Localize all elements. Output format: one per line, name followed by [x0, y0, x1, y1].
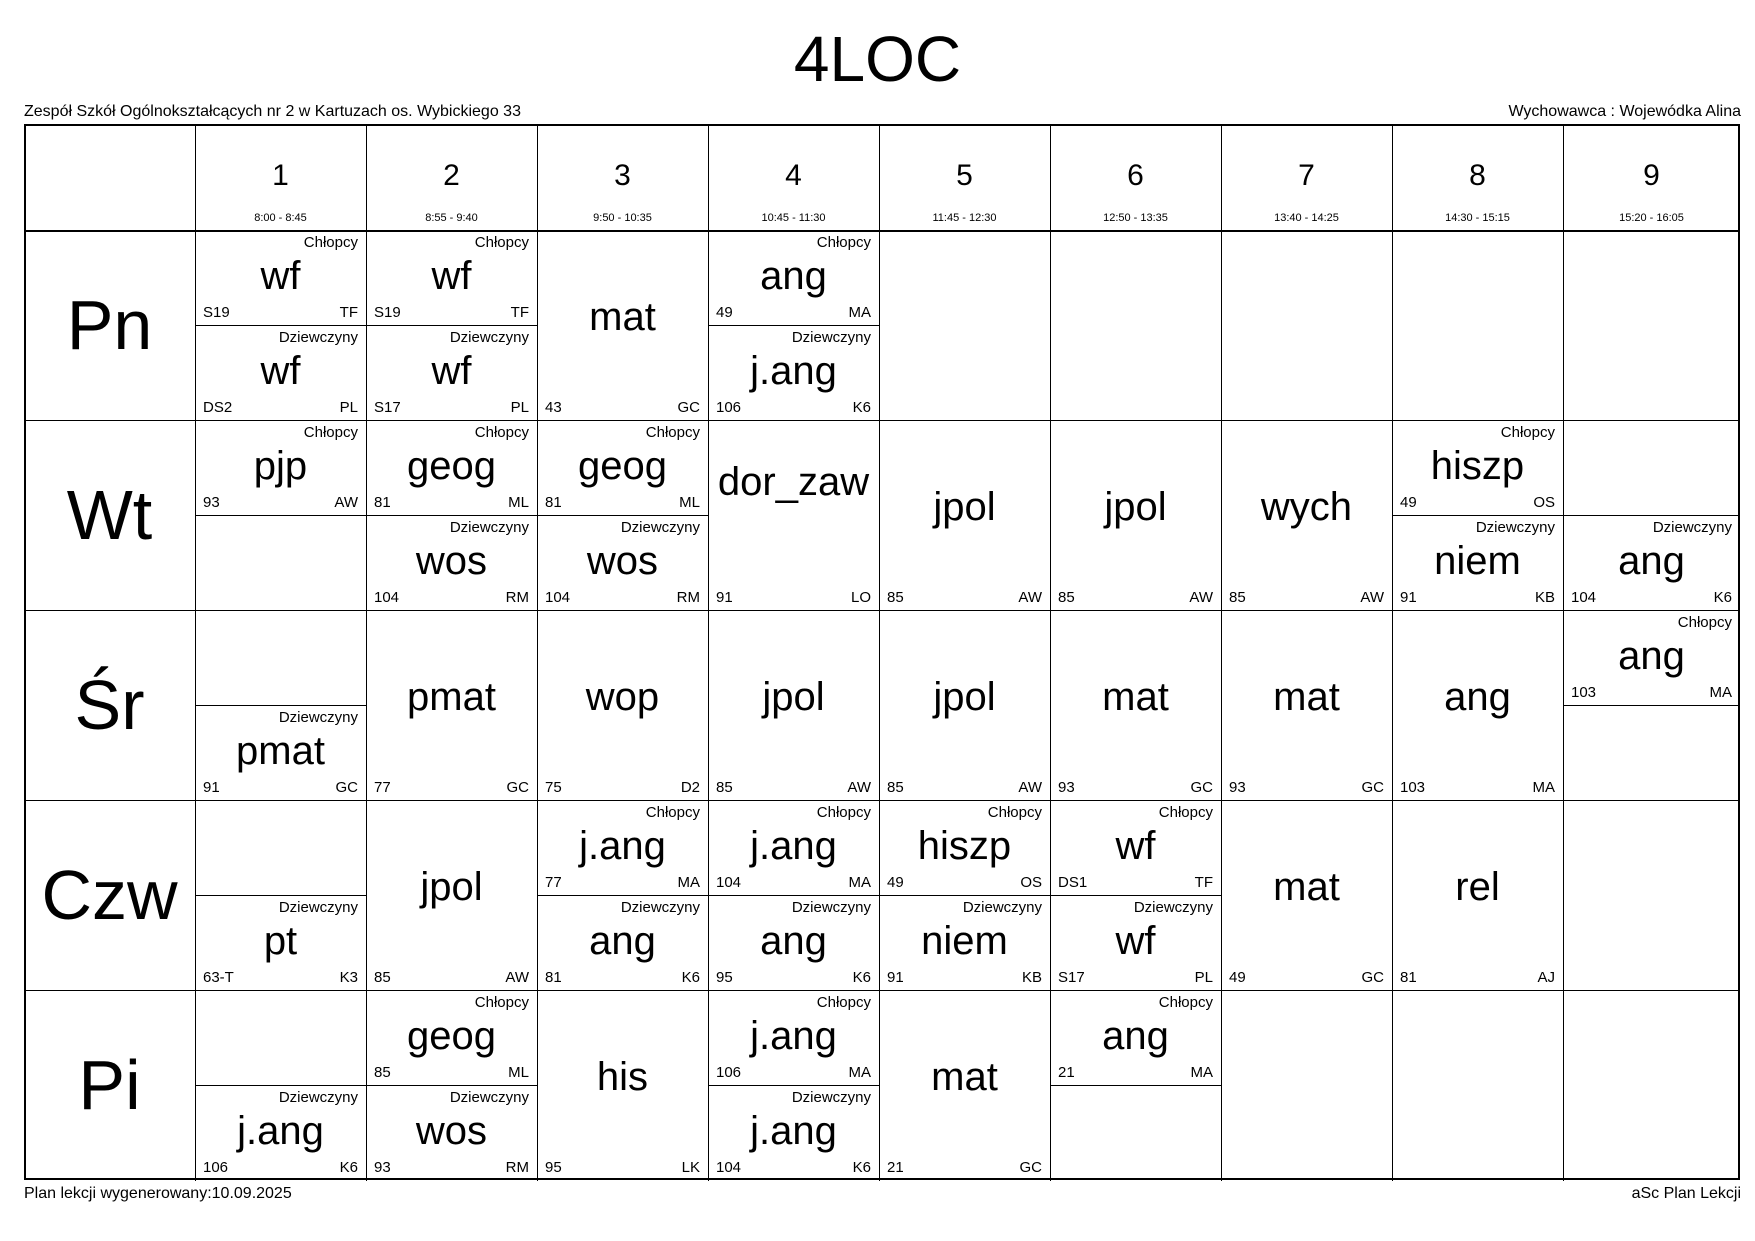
- lesson-teacher: RM: [676, 589, 700, 606]
- generated-date: Plan lekcji wygenerowany:10.09.2025: [24, 1185, 292, 1202]
- school-name: Zespół Szkół Ogólnokształcących nr 2 w Kartuzach os. Wybickiego 33: [24, 103, 521, 120]
- lesson-subject: wf: [1115, 919, 1156, 963]
- lesson-teacher: GC: [677, 399, 700, 416]
- lesson-teacher: PL: [510, 399, 529, 416]
- lesson-teacher: PL: [1194, 969, 1213, 986]
- lesson-room: 81: [545, 494, 562, 511]
- period-time: 8:55 - 9:40: [425, 212, 478, 224]
- lesson-room: 91: [716, 589, 733, 606]
- lesson-cell: [1050, 895, 1221, 990]
- lesson-subject: rel: [1455, 865, 1500, 909]
- lesson-room: 95: [545, 1159, 562, 1176]
- lesson-cell: [195, 230, 366, 325]
- lesson-subject: ang: [1102, 1014, 1169, 1058]
- lesson-subject: mat: [1273, 865, 1340, 909]
- period-number: 9: [1643, 159, 1660, 192]
- lesson-room: 21: [887, 1159, 904, 1176]
- lesson-teacher: K3: [339, 969, 358, 986]
- lesson-teacher: AW: [1360, 589, 1384, 606]
- lesson-cell: [1392, 610, 1563, 800]
- lesson-group: Chłopcy: [1500, 424, 1555, 441]
- lesson-teacher: ML: [679, 494, 700, 511]
- lesson-teacher: AW: [1018, 779, 1042, 796]
- lesson-cell: [366, 1085, 537, 1180]
- lesson-room: S19: [203, 304, 230, 321]
- lesson-group: Chłopcy: [816, 994, 871, 1011]
- lesson-subject: j.ang: [579, 824, 666, 868]
- lesson-teacher: K6: [852, 399, 871, 416]
- period-time: 11:45 - 12:30: [932, 212, 997, 224]
- lesson-room: 93: [203, 494, 220, 511]
- lesson-cell: [708, 325, 879, 420]
- lesson-subject: j.ang: [750, 349, 837, 393]
- lesson-group: Chłopcy: [1158, 804, 1213, 821]
- lesson-cell: [537, 610, 708, 800]
- period-time: 13:40 - 14:25: [1274, 212, 1339, 224]
- lesson-group: Dziewczyny: [791, 899, 871, 916]
- lesson-room: 91: [203, 779, 220, 796]
- lesson-group: Dziewczyny: [1133, 899, 1213, 916]
- lesson-room: 49: [716, 304, 733, 321]
- lesson-room: 77: [545, 874, 562, 891]
- lesson-subject: j.ang: [750, 1109, 837, 1153]
- lesson-teacher: PL: [339, 399, 358, 416]
- period-number: 6: [1127, 159, 1144, 192]
- period-number: 2: [443, 159, 460, 192]
- lesson-group: Dziewczyny: [449, 1089, 529, 1106]
- lesson-teacher: K6: [852, 1159, 871, 1176]
- lesson-room: 77: [374, 779, 391, 796]
- homeroom-teacher: Wychowawca : Wojewódka Alina: [1508, 103, 1741, 120]
- lesson-teacher: TF: [339, 304, 358, 321]
- lesson-cell: [879, 610, 1050, 800]
- lesson-teacher: LK: [681, 1159, 700, 1176]
- lesson-cell: [366, 515, 537, 610]
- lesson-cell: [537, 895, 708, 990]
- lesson-cell: [1392, 420, 1563, 515]
- lesson-teacher: MA: [848, 874, 871, 891]
- lesson-teacher: AW: [847, 779, 871, 796]
- lesson-subject: ang: [589, 919, 656, 963]
- lesson-subject: hiszp: [917, 824, 1012, 868]
- lesson-subject: mat: [931, 1055, 998, 1099]
- software-credit: aSc Plan Lekcji: [1631, 1185, 1741, 1202]
- lesson-group: Chłopcy: [816, 804, 871, 821]
- lesson-subject: jpol: [933, 675, 996, 719]
- period-time: 14:30 - 15:15: [1445, 212, 1510, 224]
- lesson-teacher: GC: [1190, 779, 1213, 796]
- lesson-room: 85: [374, 1064, 391, 1081]
- lesson-room: 85: [887, 779, 904, 796]
- lesson-teacher: K6: [681, 969, 700, 986]
- lesson-cell: [1392, 800, 1563, 990]
- lesson-cell: [1050, 420, 1221, 610]
- lesson-subject: jpol: [420, 865, 483, 909]
- lesson-subject: geog: [578, 444, 667, 488]
- lesson-group: Chłopcy: [474, 234, 529, 251]
- lesson-group: Dziewczyny: [620, 519, 700, 536]
- lesson-cell: [708, 1085, 879, 1180]
- lesson-group: Chłopcy: [645, 424, 700, 441]
- day-label: Czw: [41, 856, 178, 934]
- lesson-cell: [879, 800, 1050, 895]
- lesson-group: Dziewczyny: [449, 519, 529, 536]
- lesson-group: Chłopcy: [987, 804, 1042, 821]
- lesson-teacher: OS: [1020, 874, 1042, 891]
- lesson-teacher: GC: [1361, 779, 1384, 796]
- lesson-cell: [708, 800, 879, 895]
- lesson-teacher: D2: [680, 779, 700, 796]
- lesson-group: Dziewczyny: [449, 329, 529, 346]
- lesson-cell: [708, 895, 879, 990]
- lesson-group: Chłopcy: [816, 234, 871, 251]
- cell-split-line: [195, 515, 366, 516]
- lesson-room: 81: [1400, 969, 1417, 986]
- lesson-subject: niem: [1434, 539, 1521, 583]
- lesson-cell: [366, 230, 537, 325]
- day-label: Pi: [78, 1046, 141, 1124]
- period-number: 3: [614, 159, 631, 192]
- lesson-subject: j.ang: [750, 824, 837, 868]
- lesson-subject: j.ang: [750, 1014, 837, 1058]
- lesson-group: Dziewczyny: [620, 899, 700, 916]
- period-number: 1: [272, 159, 289, 192]
- lesson-room: 63-T: [203, 969, 234, 986]
- lesson-cell: [1050, 800, 1221, 895]
- lesson-group: Dziewczyny: [1475, 519, 1555, 536]
- lesson-subject: wf: [260, 254, 301, 298]
- lesson-room: 21: [1058, 1064, 1075, 1081]
- lesson-room: S17: [1058, 969, 1085, 986]
- lesson-cell: [195, 705, 366, 800]
- lesson-group: Dziewczyny: [278, 709, 358, 726]
- lesson-room: 85: [374, 969, 391, 986]
- lesson-cell: [195, 325, 366, 420]
- lesson-room: 85: [716, 779, 733, 796]
- lesson-subject: mat: [1273, 675, 1340, 719]
- lesson-subject: pmat: [407, 675, 496, 719]
- lesson-room: 104: [716, 874, 742, 891]
- lesson-subject: ang: [1618, 539, 1685, 583]
- lesson-subject: geog: [407, 444, 496, 488]
- lesson-room: 106: [716, 1064, 742, 1081]
- lesson-group: Chłopcy: [1677, 614, 1732, 631]
- period-number: 7: [1298, 159, 1315, 192]
- lesson-group: Chłopcy: [474, 994, 529, 1011]
- lesson-room: 43: [545, 399, 562, 416]
- lesson-cell: [879, 420, 1050, 610]
- lesson-teacher: AJ: [1537, 969, 1555, 986]
- lesson-subject: wf: [1115, 824, 1156, 868]
- period-number: 4: [785, 159, 802, 192]
- lesson-room: 95: [716, 969, 733, 986]
- lesson-teacher: RM: [505, 589, 529, 606]
- lesson-teacher: MA: [1709, 684, 1732, 701]
- lesson-teacher: TF: [510, 304, 529, 321]
- lesson-group: Dziewczyny: [278, 1089, 358, 1106]
- lesson-group: Dziewczyny: [1652, 519, 1732, 536]
- period-number: 5: [956, 159, 973, 192]
- lesson-room: DS2: [203, 399, 233, 416]
- lesson-subject: ang: [760, 254, 827, 298]
- lesson-cell: [195, 895, 366, 990]
- lesson-room: 104: [374, 589, 400, 606]
- day-label: Pn: [66, 286, 153, 364]
- period-time: 10:45 - 11:30: [761, 212, 826, 224]
- lesson-room: 93: [1229, 779, 1246, 796]
- lesson-cell: [879, 990, 1050, 1180]
- lesson-subject: ang: [1444, 675, 1511, 719]
- lesson-teacher: ML: [508, 1064, 529, 1081]
- lesson-cell: [1392, 515, 1563, 610]
- lesson-subject: ang: [760, 919, 827, 963]
- day-label: Wt: [66, 476, 153, 554]
- period-time: 9:50 - 10:35: [593, 212, 652, 224]
- lesson-room: 93: [374, 1159, 391, 1176]
- lesson-subject: dor_zaw: [717, 460, 870, 504]
- lesson-subject: wych: [1260, 485, 1353, 529]
- lesson-subject: jpol: [933, 485, 996, 529]
- lesson-cell: [537, 420, 708, 515]
- lesson-room: S17: [374, 399, 401, 416]
- lesson-subject: wf: [431, 349, 472, 393]
- lesson-teacher: MA: [1190, 1064, 1213, 1081]
- lesson-group: Dziewczyny: [278, 329, 358, 346]
- lesson-subject: wop: [585, 675, 660, 719]
- lesson-teacher: K6: [339, 1159, 358, 1176]
- lesson-cell: [195, 420, 366, 515]
- lesson-group: Chłopcy: [645, 804, 700, 821]
- lesson-cell: [1221, 610, 1392, 800]
- lesson-cell: [1563, 515, 1740, 610]
- lesson-room: 49: [887, 874, 904, 891]
- lesson-cell: [1221, 800, 1392, 990]
- lesson-teacher: MA: [848, 1064, 871, 1081]
- lesson-cell: [879, 895, 1050, 990]
- lesson-group: Chłopcy: [303, 424, 358, 441]
- lesson-room: S19: [374, 304, 401, 321]
- lesson-room: 49: [1229, 969, 1246, 986]
- lesson-room: 81: [374, 494, 391, 511]
- lesson-group: Dziewczyny: [791, 329, 871, 346]
- lesson-teacher: AW: [334, 494, 358, 511]
- lesson-room: 81: [545, 969, 562, 986]
- lesson-cell: [708, 610, 879, 800]
- lesson-subject: pmat: [236, 729, 325, 773]
- lesson-subject: mat: [589, 295, 656, 339]
- lesson-teacher: MA: [677, 874, 700, 891]
- lesson-subject: mat: [1102, 675, 1169, 719]
- lesson-room: 75: [545, 779, 562, 796]
- lesson-teacher: AW: [1018, 589, 1042, 606]
- lesson-subject: wos: [415, 539, 488, 583]
- lesson-room: 49: [1400, 494, 1417, 511]
- lesson-room: 104: [716, 1159, 742, 1176]
- lesson-cell: [1050, 610, 1221, 800]
- lesson-teacher: RM: [505, 1159, 529, 1176]
- lesson-room: 85: [1229, 589, 1246, 606]
- lesson-group: Dziewczyny: [962, 899, 1042, 916]
- lesson-teacher: K6: [1713, 589, 1732, 606]
- lesson-subject: wos: [586, 539, 659, 583]
- lesson-room: DS1: [1058, 874, 1088, 891]
- lesson-group: Dziewczyny: [791, 1089, 871, 1106]
- lesson-group: Chłopcy: [303, 234, 358, 251]
- lesson-room: 85: [1058, 589, 1075, 606]
- lesson-subject: his: [596, 1055, 649, 1099]
- lesson-teacher: TF: [1194, 874, 1213, 891]
- lesson-room: 103: [1400, 779, 1426, 796]
- lesson-room: 91: [1400, 589, 1417, 606]
- lesson-cell: [708, 230, 879, 325]
- cell-split-line: [1050, 1085, 1221, 1086]
- lesson-teacher: MA: [1532, 779, 1555, 796]
- lesson-room: 104: [545, 589, 571, 606]
- lesson-cell: [366, 800, 537, 990]
- lesson-teacher: AW: [505, 969, 529, 986]
- lesson-subject: wos: [415, 1109, 488, 1153]
- lesson-teacher: GC: [335, 779, 358, 796]
- lesson-room: 106: [716, 399, 742, 416]
- timetable-title: 4LOC: [793, 23, 962, 95]
- lesson-subject: jpol: [762, 675, 825, 719]
- lesson-room: 91: [887, 969, 904, 986]
- lesson-subject: niem: [921, 919, 1008, 963]
- lesson-subject: j.ang: [237, 1109, 324, 1153]
- lesson-teacher: GC: [1019, 1159, 1042, 1176]
- lesson-subject: pt: [263, 919, 298, 963]
- lesson-subject: pjp: [253, 444, 308, 488]
- period-time: 12:50 - 13:35: [1103, 212, 1168, 224]
- lesson-room: 103: [1571, 684, 1597, 701]
- lesson-subject: wf: [431, 254, 472, 298]
- lesson-cell: [537, 515, 708, 610]
- lesson-subject: ang: [1618, 634, 1685, 678]
- lesson-room: 93: [1058, 779, 1075, 796]
- lesson-subject: jpol: [1104, 485, 1167, 529]
- lesson-subject: geog: [407, 1014, 496, 1058]
- lesson-cell: [366, 325, 537, 420]
- lesson-teacher: OS: [1533, 494, 1555, 511]
- lesson-subject: wf: [260, 349, 301, 393]
- lesson-cell: [366, 990, 537, 1085]
- lesson-room: 104: [1571, 589, 1597, 606]
- period-time: 15:20 - 16:05: [1619, 212, 1684, 224]
- lesson-teacher: KB: [1534, 589, 1555, 606]
- lesson-cell: [1221, 420, 1392, 610]
- lesson-cell: [366, 420, 537, 515]
- lesson-teacher: K6: [852, 969, 871, 986]
- lesson-cell: [537, 230, 708, 420]
- lesson-cell: [195, 1085, 366, 1180]
- lesson-teacher: GC: [506, 779, 529, 796]
- lesson-teacher: KB: [1021, 969, 1042, 986]
- lesson-teacher: GC: [1361, 969, 1384, 986]
- lesson-cell: [708, 990, 879, 1085]
- lesson-room: 106: [203, 1159, 229, 1176]
- lesson-teacher: LO: [850, 589, 871, 606]
- lesson-teacher: ML: [508, 494, 529, 511]
- lesson-cell: [366, 610, 537, 800]
- lesson-group: Dziewczyny: [278, 899, 358, 916]
- lesson-cell: [1050, 990, 1221, 1085]
- lesson-room: 85: [887, 589, 904, 606]
- lesson-group: Chłopcy: [1158, 994, 1213, 1011]
- day-label: Śr: [74, 666, 145, 744]
- lesson-teacher: AW: [1189, 589, 1213, 606]
- lesson-cell: [1563, 610, 1740, 705]
- cell-split-line: [1563, 705, 1740, 706]
- lesson-cell: [537, 800, 708, 895]
- period-number: 8: [1469, 159, 1486, 192]
- lesson-subject: hiszp: [1430, 444, 1525, 488]
- lesson-cell: [537, 990, 708, 1180]
- lesson-teacher: MA: [848, 304, 871, 321]
- lesson-cell: [708, 420, 879, 610]
- period-time: 8:00 - 8:45: [254, 212, 307, 224]
- lesson-group: Chłopcy: [474, 424, 529, 441]
